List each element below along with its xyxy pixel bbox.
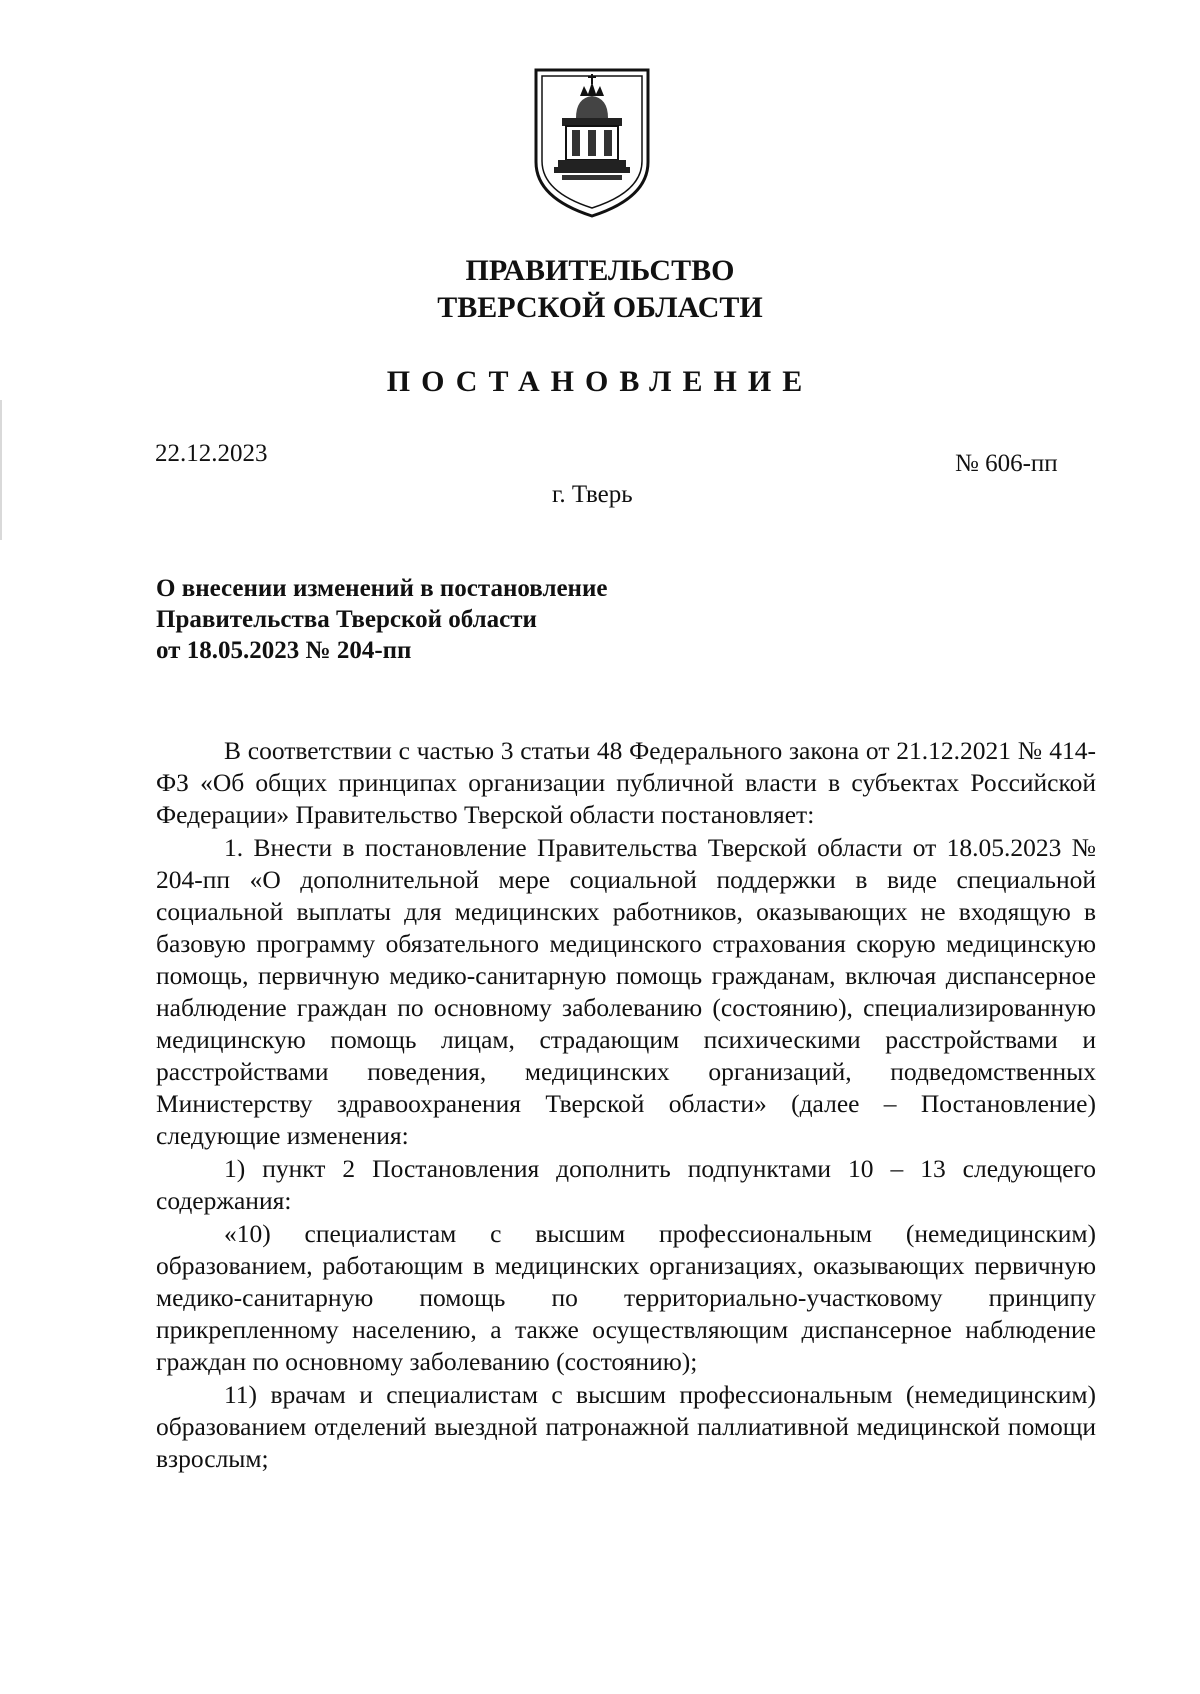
subject-line-1: О внесении изменений в постановление (156, 575, 608, 602)
body-paragraph-subitem-11: 11) врачам и специалистам с высшим профессиональным (немедицинским) образованием отделений выездной патронажной паллиативной медицинской помощи взрослым; (156, 1380, 1096, 1473)
body-paragraph-subitem-10: «10) специалистам с высшим профессиональным (немедицинским) образованием, работающим в медицинских организациях, оказывающих первичную медико-санитарную помощь по территориально-участковому принципу прикрепленному населению, а также осуществляющим диспансерное наблюдение граждан по основному заболеванию (состоянию); (156, 1219, 1096, 1376)
tver-region-coat-of-arms-icon (532, 66, 652, 218)
subject-line-3: от 18.05.2023 № 204-пп (156, 637, 412, 664)
document-subject (156, 573, 856, 666)
document-city: г. Тверь (552, 481, 633, 508)
document-body (156, 735, 1096, 1476)
body-paragraph-preamble: В соответствии с частью 3 статьи 48 Федерального закона от 21.12.2021 № 414-ФЗ «Об общих принципах организации публичной власти в субъектах Российской Федерации» Правительство Тверской области постановляет: (156, 736, 1096, 829)
subject-line-2: Правительства Тверской области (156, 606, 537, 633)
body-paragraph-item-1: 1. Внести в постановление Правительства Тверской области от 18.05.2023 № 204-пп «О дополнительной мере социальной поддержки в виде специальной социальной выплаты для медицинских работников, оказывающих не входящую в базовую программу обязательного медицинского страхования скорую медицинскую помощь, первичную медико-санитарную помощь гражданам, включая диспансерное наблюдение граждан по основному заболеванию (состоянию), специализированную медицинскую помощь лицам, страдающим психическими расстройствами и расстройствами поведения, медицинских организаций, подведомственных Министерству здравоохранения Тверской области» (далее – Постановление) следующие изменения: (156, 833, 1096, 1150)
scan-edge-artifact (0, 400, 2, 540)
document-type: ПОСТАНОВЛЕНИЕ (386, 365, 814, 398)
authority-line-1: ПРАВИТЕЛЬСТВО (465, 254, 735, 287)
issuing-authority (300, 252, 900, 326)
body-paragraph-subitem-1: 1) пункт 2 Постановления дополнить подпунктами 10 – 13 следующего содержания: (156, 1154, 1096, 1215)
document-number: № 606-пп (955, 450, 1058, 477)
document-date: 22.12.2023 (155, 440, 268, 467)
authority-line-2: ТВЕРСКОЙ ОБЛАСТИ (437, 291, 763, 324)
